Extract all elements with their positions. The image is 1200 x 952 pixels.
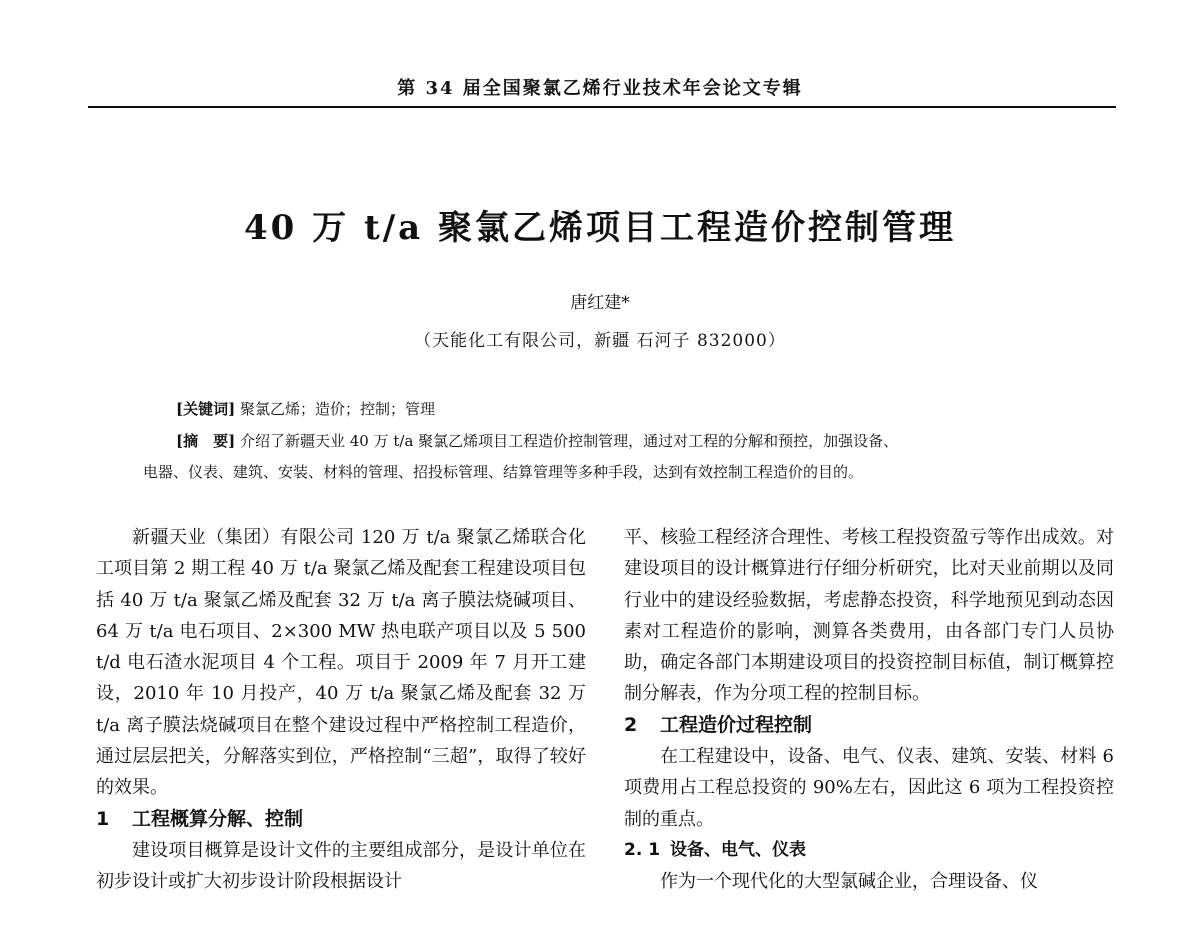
- keywords-label: [关键词]: [176, 400, 236, 418]
- paper-title: 40 万 t/a 聚氯乙烯项目工程造价控制管理: [244, 208, 956, 248]
- running-header: 第 34 届全国聚氯乙烯行业技术年会论文专辑: [397, 78, 803, 99]
- section-1-paragraph: 建设项目概算是设计文件的主要组成部分，是设计单位在初步设计或扩大初步设计阶段根据设计: [96, 839, 586, 893]
- abstract-label: [摘 要]: [176, 432, 236, 450]
- left-column: [96, 522, 586, 898]
- section-2-1-paragraph: 作为一个现代化的大型氯碱企业，合理设备、仪: [660, 871, 1038, 893]
- abstract-line-2: 电器、仪表、建筑、安装、材料的管理、招投标管理、结算管理等多种手段，达到有效控制工程造价的目的。: [143, 463, 864, 481]
- section-2-1-number: 2. 1: [624, 839, 661, 860]
- section-2-number: 2: [624, 713, 638, 736]
- continued-paragraph: 平、核验工程经济合理性、考核工程投资盈亏等作出成效。对建设项目的设计概算进行仔细分析研究，比对天业前期以及同行业中的建设经验数据，考虑静态投资，科学地预见到动态因素对工程造价的影响，测算各类费用，由各部门专门人员协助，确定各部门本期建设项目的投资控制目标值，制订概算控制分解表，作为分项工程的控制目标。: [624, 527, 1114, 705]
- affiliation: （天能化工有限公司，新疆 石河子 832000）: [414, 331, 786, 351]
- section-2-1-title: 设备、电气、仪表: [670, 839, 806, 860]
- section-2-paragraph: 在工程建设中，设备、电气、仪表、建筑、安装、材料 6 项费用占工程总投资的 90%左右，因此这 6 项为工程投资控制的重点。: [624, 746, 1114, 830]
- intro-paragraph: 新疆天业（集团）有限公司 120 万 t/a 聚氯乙烯联合化工项目第 2 期工程 40 万 t/a 聚氯乙烯及配套工程建设项目包括 40 万 t/a 聚氯乙烯及配套 32 万 t/a 离子膜法烧碱项目、64 万 t/a 电石项目、2×300 MW 热电联产项目以及 5 500 t/d 电石渣水泥项目 4 个工程。项目于 2009 年 7 月开工建设，2010 年 10 月投产，40 万 t/a 聚氯乙烯及配套 32 万 t/a 离子膜法烧碱项目在整个建设过程中严格控制工程造价，通过层层把关，分解落实到位，严格控制“三超”，取得了较好的效果。: [96, 527, 586, 799]
- keywords: [176, 398, 435, 419]
- section-1-heading: [96, 804, 586, 835]
- right-column: [624, 522, 1114, 898]
- section-2-heading: [624, 710, 1114, 741]
- keywords-text: 聚氯乙烯；造价；控制；管理: [235, 400, 435, 418]
- abstract: [176, 430, 898, 451]
- section-2-1-heading: [624, 835, 1114, 866]
- abstract-line-1: 介绍了新疆天业 40 万 t/a 聚氯乙烯项目工程造价控制管理，通过对工程的分解和预控，加强设备、: [235, 432, 899, 450]
- section-2-title: 工程造价过程控制: [660, 713, 813, 736]
- author: 唐红建*: [570, 293, 630, 313]
- section-1-number: 1: [96, 807, 110, 830]
- header-rule: [88, 106, 1116, 108]
- section-1-title: 工程概算分解、控制: [132, 807, 304, 830]
